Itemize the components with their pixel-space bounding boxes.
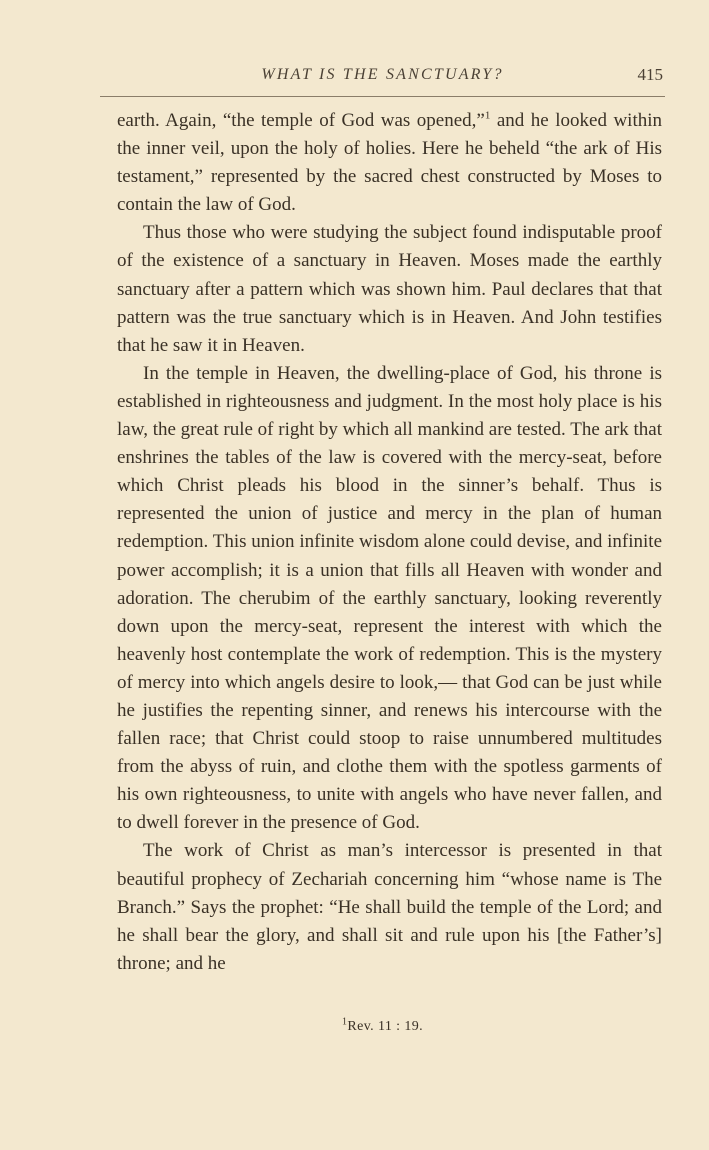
running-title: WHAT IS THE SANCTUARY?	[261, 66, 504, 83]
footnote-reference: 1	[484, 109, 491, 122]
paragraph-2: Thus those who were studying the subject found indisputable proof of the existence of a sanctuary in Heaven. Moses made the earthly sanctuary after a pattern which was shown him. Paul declares that that pattern was the true sanctuary which is in Heaven. And John testifies that he saw it in Heaven.	[117, 222, 662, 356]
footnote-marker: 1	[341, 1016, 348, 1028]
page-number: 415	[637, 65, 663, 84]
running-head	[100, 60, 665, 90]
footnote	[100, 1016, 665, 1035]
header-rule	[100, 96, 665, 97]
body-text	[117, 107, 662, 978]
footnote-text: Rev. 11 : 19.	[347, 1019, 424, 1034]
paragraph-3: In the temple in Heaven, the dwelling-place of God, his throne is established in righteousness and judgment. In the most holy place is his law, the great rule of right by which all mankind are tested. The ark that enshrines the tables of the law is covered with the mercy-seat, before which Christ pleads his blood in the sinner’s behalf. Thus is represented the union of justice and mercy in the plan of human redemption. This union infinite wisdom alone could devise, and infinite power accomplish; it is a union that fills all Heaven with wonder and adoration. The cherubim of the earthly sanctuary, looking reverently down upon the mercy-seat, represent the interest with which the heavenly host contemplate the work of redemption. This is the mystery of mercy into which angels desire to look,— that God can be just while he justifies the repenting sinner, and renews his intercourse with the fallen race; that Christ could stoop to raise unnumbered multitudes from the abyss of ruin, and clothe them with the spotless garments of his own righteousness, to unite with angels who have never fallen, and to dwell forever in the presence of God.	[117, 362, 663, 834]
paragraph-1-text-after-ref: and he looked within the inner veil, upon the holy of holies. Here he beheld “the ark of His testament,” represented by the sacred chest constructed by Moses to contain the law of God.	[117, 110, 662, 216]
paragraph-4: The work of Christ as man’s intercessor is presented in that beautiful prophecy of Zechariah concerning him “whose name is The Branch.” Says the prophet: “He shall build the temple of the Lord; and he shall bear the glory, and shall sit and rule upon his [the Father’s] throne; and he	[117, 840, 662, 974]
paragraph-1	[117, 107, 662, 219]
paragraph-1-text-before-ref: earth. Again, “the temple of God was opened,”	[117, 110, 485, 131]
